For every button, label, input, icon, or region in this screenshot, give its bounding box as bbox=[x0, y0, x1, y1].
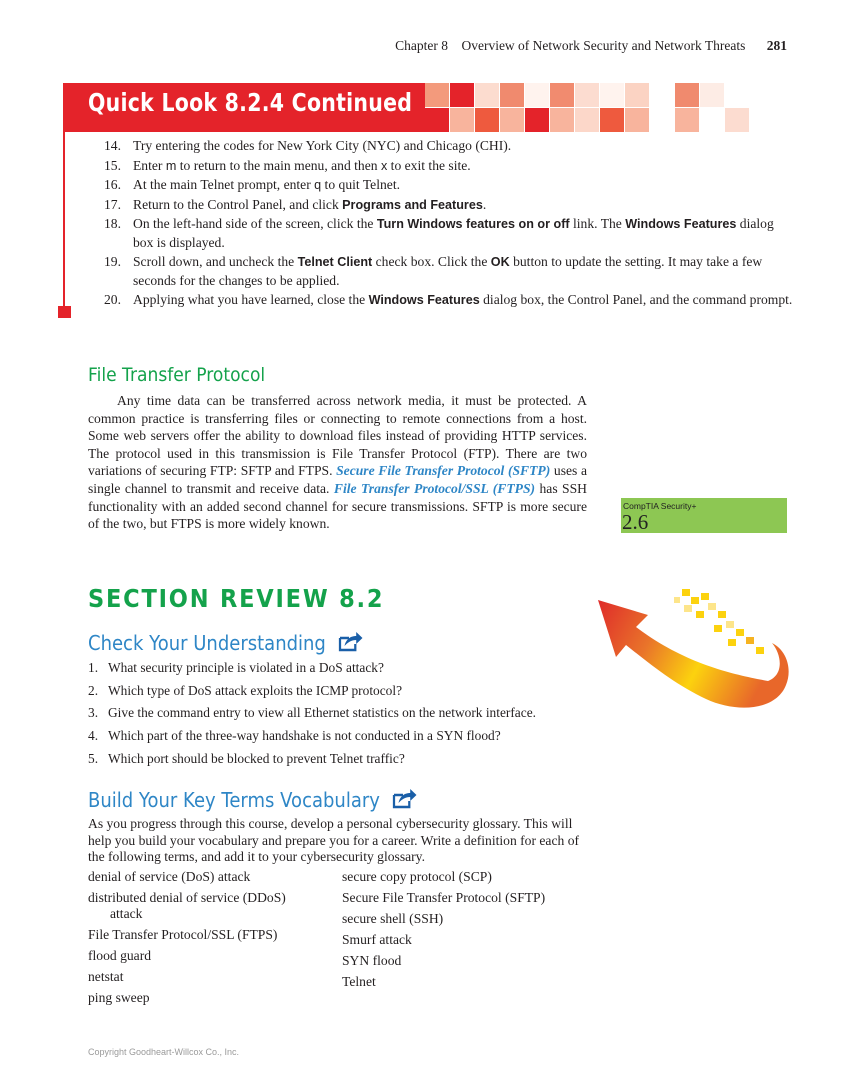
mosaic-tile bbox=[625, 108, 649, 132]
term-text: Smurf attack bbox=[342, 932, 412, 947]
external-link-icon[interactable] bbox=[391, 787, 418, 809]
term-text: Telnet bbox=[342, 974, 376, 989]
step-item bbox=[104, 157, 794, 176]
chapter-label: Chapter 8 bbox=[395, 38, 448, 53]
term-text: ping sweep bbox=[88, 990, 150, 1005]
step-item bbox=[104, 176, 794, 195]
text: Any time data can be transferred across network media, it must be protected. A common practice is transferring files or connecting to remote connections from a host. Some web servers offer the ability to download files instead of providing HTTP services. The protocol used in this transmission is File Transfer Protocol (FTP). There are two variations of securing FTP: SFTP and FTPS. bbox=[88, 393, 587, 479]
mosaic-tile bbox=[700, 83, 724, 107]
ui-term: m bbox=[165, 158, 177, 173]
ui-term: x bbox=[380, 158, 388, 173]
page-number: 281 bbox=[766, 38, 787, 53]
term-text: distributed denial of service (DDoS) bbox=[88, 890, 286, 905]
step-text: to return to the main menu, and then bbox=[176, 157, 381, 173]
question-number: 3. bbox=[88, 705, 99, 721]
term-text: secure shell (SSH) bbox=[342, 911, 444, 926]
mosaic-tile bbox=[725, 108, 749, 132]
term-text: SYN flood bbox=[342, 953, 402, 968]
mosaic-tile bbox=[450, 83, 474, 107]
quicklook-steps bbox=[104, 137, 794, 311]
key-terms-heading bbox=[88, 787, 418, 812]
key-term bbox=[88, 869, 286, 885]
term-text: secure copy protocol (SCP) bbox=[342, 869, 492, 884]
chapter-title: Overview of Network Security and Network Threats bbox=[461, 38, 746, 53]
step-item bbox=[104, 253, 794, 290]
mosaic-tile bbox=[425, 108, 449, 132]
question-text: What security principle is violated in a DoS attack? bbox=[108, 660, 384, 675]
key-term bbox=[342, 890, 545, 906]
question-text: Which type of DoS attack exploits the ICMP protocol? bbox=[108, 682, 403, 698]
ui-term: OK bbox=[490, 255, 510, 269]
question-number: 5. bbox=[88, 750, 99, 766]
step-item bbox=[104, 291, 794, 310]
step-text: . bbox=[482, 196, 487, 212]
step-text: Applying what you have learned, close the bbox=[133, 292, 369, 307]
step-text: to quit Telnet. bbox=[321, 177, 400, 192]
key-term bbox=[342, 932, 545, 948]
term-text: Secure File Transfer Protocol (SFTP) bbox=[342, 890, 546, 905]
step-text: dialog box, the Control Panel, and the command prompt. bbox=[479, 292, 793, 307]
mosaic-tile bbox=[550, 83, 574, 107]
key-term bbox=[88, 990, 286, 1006]
mosaic-tile bbox=[675, 83, 699, 107]
step-text: link. The bbox=[569, 216, 626, 231]
key-term bbox=[88, 927, 286, 943]
key-term bbox=[342, 974, 545, 990]
key-term bbox=[88, 969, 286, 985]
review-questions bbox=[88, 660, 536, 773]
key-term bbox=[88, 948, 286, 964]
ui-term: Programs and Features bbox=[342, 197, 483, 212]
comptia-label: CompTIA Security+ bbox=[623, 501, 697, 511]
quicklook-end-marker bbox=[58, 306, 71, 318]
comptia-objective: 2.6 bbox=[622, 510, 649, 534]
step-number: 20. bbox=[104, 292, 121, 307]
question-item bbox=[88, 705, 536, 728]
key-term bbox=[342, 911, 545, 927]
step-text: Return to the Control Panel, and click bbox=[133, 196, 343, 212]
mosaic-tile bbox=[450, 108, 474, 132]
external-link-icon[interactable] bbox=[337, 630, 364, 652]
review-arrow-graphic bbox=[596, 585, 792, 715]
mosaic-tile bbox=[575, 108, 599, 132]
heading-text: Check Your Understanding bbox=[88, 631, 326, 655]
text: has SSH functionality with an added second channel for secure transmissions. SFTP is more secure of the two, but FTPS is more widely known. bbox=[88, 480, 587, 532]
mosaic-tile bbox=[600, 108, 624, 132]
mosaic-tile bbox=[675, 108, 699, 132]
step-item bbox=[104, 137, 794, 156]
question-number: 1. bbox=[88, 660, 99, 675]
key-term bbox=[342, 869, 545, 885]
step-number: 15. bbox=[104, 157, 121, 173]
mosaic-tile bbox=[475, 83, 499, 107]
step-text: Enter bbox=[133, 157, 166, 173]
mosaic-tile bbox=[525, 108, 549, 132]
question-item bbox=[88, 751, 536, 774]
ui-term: q bbox=[314, 178, 322, 192]
section-review-heading: SECTION REVIEW 8.2 bbox=[88, 584, 385, 613]
step-number: 18. bbox=[104, 216, 121, 231]
running-header bbox=[395, 38, 787, 54]
step-text: check box. Click the bbox=[372, 254, 491, 269]
key-term bbox=[342, 953, 545, 969]
question-number: 4. bbox=[88, 728, 99, 744]
heading-text: Build Your Key Terms Vocabulary bbox=[88, 788, 380, 812]
check-understanding-heading bbox=[88, 630, 364, 655]
term-text: flood guard bbox=[88, 948, 152, 963]
step-number: 14. bbox=[104, 138, 121, 153]
question-item bbox=[88, 660, 536, 683]
ui-term: Windows Features bbox=[625, 217, 737, 231]
mosaic-tile bbox=[650, 108, 674, 132]
step-number: 17. bbox=[104, 196, 121, 212]
key-term-ftps: File Transfer Protocol/SSL (FTPS) bbox=[333, 480, 536, 496]
question-text: Which part of the three-way handshake is not conducted in a SYN flood? bbox=[108, 728, 501, 744]
term-text: File Transfer Protocol/SSL (FTPS) bbox=[88, 927, 278, 942]
quicklook-title: Quick Look 8.2.4 Continued bbox=[88, 88, 413, 117]
mosaic-tile bbox=[475, 108, 499, 132]
mosaic-tile bbox=[575, 83, 599, 107]
mosaic-tile bbox=[550, 108, 574, 132]
mosaic-tile bbox=[650, 83, 674, 107]
ui-term: Turn Windows features on or off bbox=[376, 217, 570, 231]
step-text: dialog box is displayed. bbox=[133, 216, 774, 250]
terms-left-column bbox=[88, 869, 286, 1011]
step-text: On the left-hand side of the screen, click the bbox=[133, 216, 377, 231]
step-text: button to update the setting. It may take a few seconds for the changes to be applied. bbox=[133, 254, 763, 288]
step-item bbox=[104, 196, 794, 215]
mosaic-tile bbox=[500, 108, 524, 132]
ftp-heading: File Transfer Protocol bbox=[88, 364, 266, 386]
step-number: 16. bbox=[104, 177, 121, 192]
ui-term: Telnet Client bbox=[297, 255, 373, 269]
step-number: 19. bbox=[104, 254, 121, 269]
terms-right-column bbox=[342, 869, 545, 995]
text: uses a single channel to transmit and receive data. bbox=[88, 463, 587, 496]
copyright: Copyright Goodheart-Willcox Co., Inc. bbox=[88, 1047, 240, 1057]
question-item bbox=[88, 683, 536, 706]
comptia-objective-box bbox=[621, 498, 787, 533]
ftp-paragraph bbox=[88, 392, 587, 533]
term-text: attack bbox=[110, 906, 143, 921]
question-number: 2. bbox=[88, 682, 99, 698]
step-text: to exit the site. bbox=[387, 157, 471, 173]
mosaic-tile bbox=[525, 83, 549, 107]
vocab-intro: As you progress through this course, develop a personal cybersecurity glossary. This will help you build your vocabulary and prepare you for a career. Write a definition for each of the following terms, and add it to your cybersecurity glossary. bbox=[88, 816, 580, 865]
term-text: denial of service (DoS) attack bbox=[88, 869, 251, 884]
key-term bbox=[88, 890, 286, 922]
step-text: Scroll down, and uncheck the bbox=[133, 254, 298, 269]
ui-term: Windows Features bbox=[368, 293, 480, 307]
question-item bbox=[88, 728, 536, 751]
mosaic-tile bbox=[425, 83, 449, 107]
step-text: At the main Telnet prompt, enter bbox=[133, 177, 315, 192]
step-item bbox=[104, 215, 794, 252]
mosaic-tile bbox=[625, 83, 649, 107]
question-text: Which port should be blocked to prevent Telnet traffic? bbox=[108, 750, 405, 766]
mosaic-tile bbox=[600, 83, 624, 107]
mosaic-tile bbox=[500, 83, 524, 107]
question-text: Give the command entry to view all Ethernet statistics on the network interface. bbox=[108, 705, 536, 721]
term-text: netstat bbox=[88, 969, 124, 984]
key-term-sftp: Secure File Transfer Protocol (SFTP) bbox=[336, 463, 551, 479]
step-text: Try entering the codes for New York City (NYC) and Chicago (CHI). bbox=[133, 138, 512, 153]
mosaic-tile bbox=[700, 108, 724, 132]
